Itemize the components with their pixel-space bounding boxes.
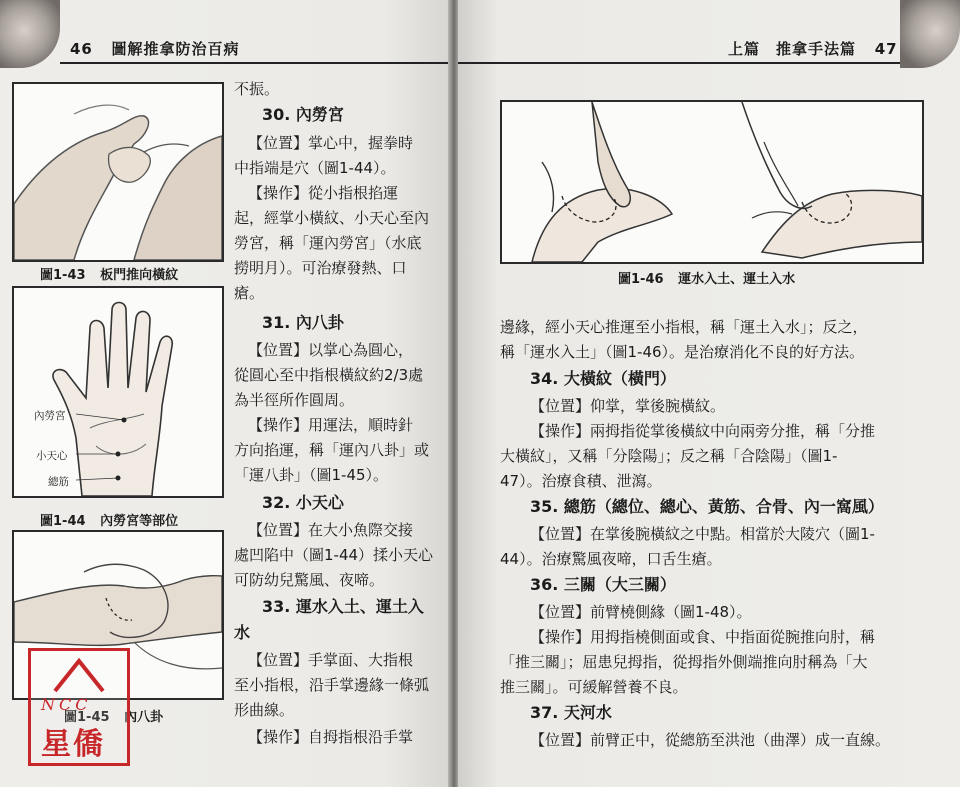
- left-text-line: 至小指根，沿手掌邊緣一條弧: [234, 676, 430, 694]
- right-page-number: 47: [874, 40, 898, 58]
- left-heading-33: 33. 運水入土、運土入: [262, 597, 424, 616]
- left-heading-30: 30. 內勞宮: [262, 105, 344, 124]
- right-heading-36: 36. 三關（大三關）: [530, 575, 676, 594]
- left-text-line: 不振。: [234, 80, 280, 98]
- left-head-rule: [60, 62, 452, 64]
- right-text-line: 【操作】兩拇指從掌後橫紋中向兩旁分推，稱「分推: [530, 422, 876, 440]
- left-running-head: [70, 38, 240, 59]
- figure-1-46-image: [500, 100, 924, 264]
- left-text-line: 【位置】手掌面、大指根: [248, 651, 414, 669]
- figure-1-46-caption: [618, 268, 795, 287]
- right-text-line: 「推三關」；屈患兒拇指，從拇指外側端推向肘稱為「大: [500, 653, 868, 671]
- right-text-line: 【位置】仰掌，掌後腕橫紋。: [530, 397, 726, 415]
- right-heading-35: 35. 總筋（總位、總心、黃筋、合骨、內一窩風）: [530, 497, 884, 516]
- figure-1-43-caption: [40, 264, 178, 283]
- right-heading-37: 37. 天河水: [530, 703, 612, 722]
- figure-1-43-image: [12, 82, 224, 262]
- left-text-line: 【操作】從小指根掐運: [248, 184, 399, 202]
- corner-photo-left: [0, 0, 60, 68]
- figure-1-44-image: [12, 286, 224, 498]
- stamp-name: 星僑: [41, 727, 105, 762]
- left-page: [0, 0, 452, 787]
- left-text-line: 勞宮，稱「運內勞宮」（水底: [234, 234, 422, 252]
- stamp-triangle-icon: [51, 657, 107, 693]
- left-text-line: 瘡。: [234, 284, 265, 302]
- left-text-line: 「運八卦」（圖1-45）。: [234, 466, 389, 484]
- watermark-stamp: [28, 648, 130, 766]
- left-text-line: 撈明月）。可治療發熱、口: [234, 259, 407, 277]
- right-text-line: 【位置】在掌後腕橫紋之中點。相當於大陵穴（圖1-: [530, 525, 875, 543]
- left-heading-33-cont: 水: [234, 623, 251, 642]
- left-text-line: 【位置】掌心中，握拳時: [248, 134, 414, 152]
- figure-1-43-number: 圖1-43: [40, 268, 86, 283]
- right-heading-34: 34. 大橫紋（橫門）: [530, 369, 676, 388]
- corner-photo-right: [900, 0, 960, 68]
- label-nei-lao-gong: 內勞宮: [34, 410, 66, 422]
- left-heading-32: 32. 小天心: [262, 493, 344, 512]
- right-text-line: 【位置】前臂正中，從總筋至洪池（曲澤）成一直線。: [530, 731, 891, 749]
- figure-1-46-title: 運水入土、運土入水: [678, 272, 796, 287]
- left-text-line: 起，經掌小橫紋、小天心至內: [234, 209, 430, 227]
- right-text-line: 大橫紋」，又稱「分陰陽」；反之稱「合陰陽」（圖1-: [500, 447, 838, 465]
- left-page-number: 46: [70, 40, 93, 58]
- right-section-title: 上篇 推拿手法篇: [728, 40, 857, 58]
- right-page: [458, 0, 960, 787]
- stamp-brand: NCC: [41, 695, 92, 714]
- right-head-rule: [458, 62, 900, 64]
- left-text-line: 【操作】用運法，順時針: [248, 416, 414, 434]
- label-xiao-tian-xin: 小天心: [36, 450, 68, 462]
- figure-1-44-number: 圖1-44: [40, 514, 86, 529]
- right-text-line: 【操作】用拇指橈側面或食、中指面從腕推向肘，稱: [530, 628, 876, 646]
- figure-1-46-number: 圖1-46: [618, 272, 664, 287]
- left-text-line: 【位置】在大小魚際交接: [248, 521, 414, 539]
- left-text-line: 方向掐運，稱「運內八卦」或: [234, 441, 430, 459]
- left-running-title: 圖解推拿防治百病: [111, 40, 240, 58]
- right-text-line: 47）。治療食積、泄瀉。: [500, 472, 662, 490]
- right-text-line: 推三關」。可緩解營養不良。: [500, 678, 688, 696]
- figure-1-44-title: 內勞宮等部位: [100, 514, 179, 529]
- left-text-line: 【位置】以掌心為圓心，: [248, 341, 414, 359]
- left-text-line: 為半徑所作圓周。: [234, 391, 355, 409]
- right-text-line: 【位置】前臂橈側緣（圖1-48）。: [530, 603, 752, 621]
- right-running-head: [728, 38, 898, 59]
- figure-1-43-title: 板門推向橫紋: [100, 268, 179, 283]
- figure-1-44-caption: [40, 510, 178, 529]
- figure-1-45-number: 圖1-45: [64, 710, 110, 725]
- left-text-line: 中指端是穴（圖1-44）。: [234, 159, 396, 177]
- left-text-line: 【操作】自拇指根沿手掌: [248, 728, 414, 746]
- left-text-line: 可防幼兒驚風、夜啼。: [234, 571, 385, 589]
- left-text-line: 形曲線。: [234, 701, 295, 719]
- left-heading-31: 31. 內八卦: [262, 313, 344, 332]
- figure-1-45-title: 內八卦: [124, 710, 164, 725]
- left-text-line: 處凹陷中（圖1-44）揉小天心: [234, 546, 434, 564]
- right-text-line: 邊緣，經小天心推運至小指根，稱「運土入水」；反之，: [500, 318, 868, 336]
- right-text-line: 稱「運水入土」（圖1-46）。是治療消化不良的好方法。: [500, 343, 865, 361]
- label-zong-jin: 總筋: [48, 476, 69, 488]
- left-text-line: 從圓心至中指根橫紋約2/3處: [234, 366, 424, 384]
- right-text-line: 44）。治療驚風夜啼，口舌生瘡。: [500, 550, 722, 568]
